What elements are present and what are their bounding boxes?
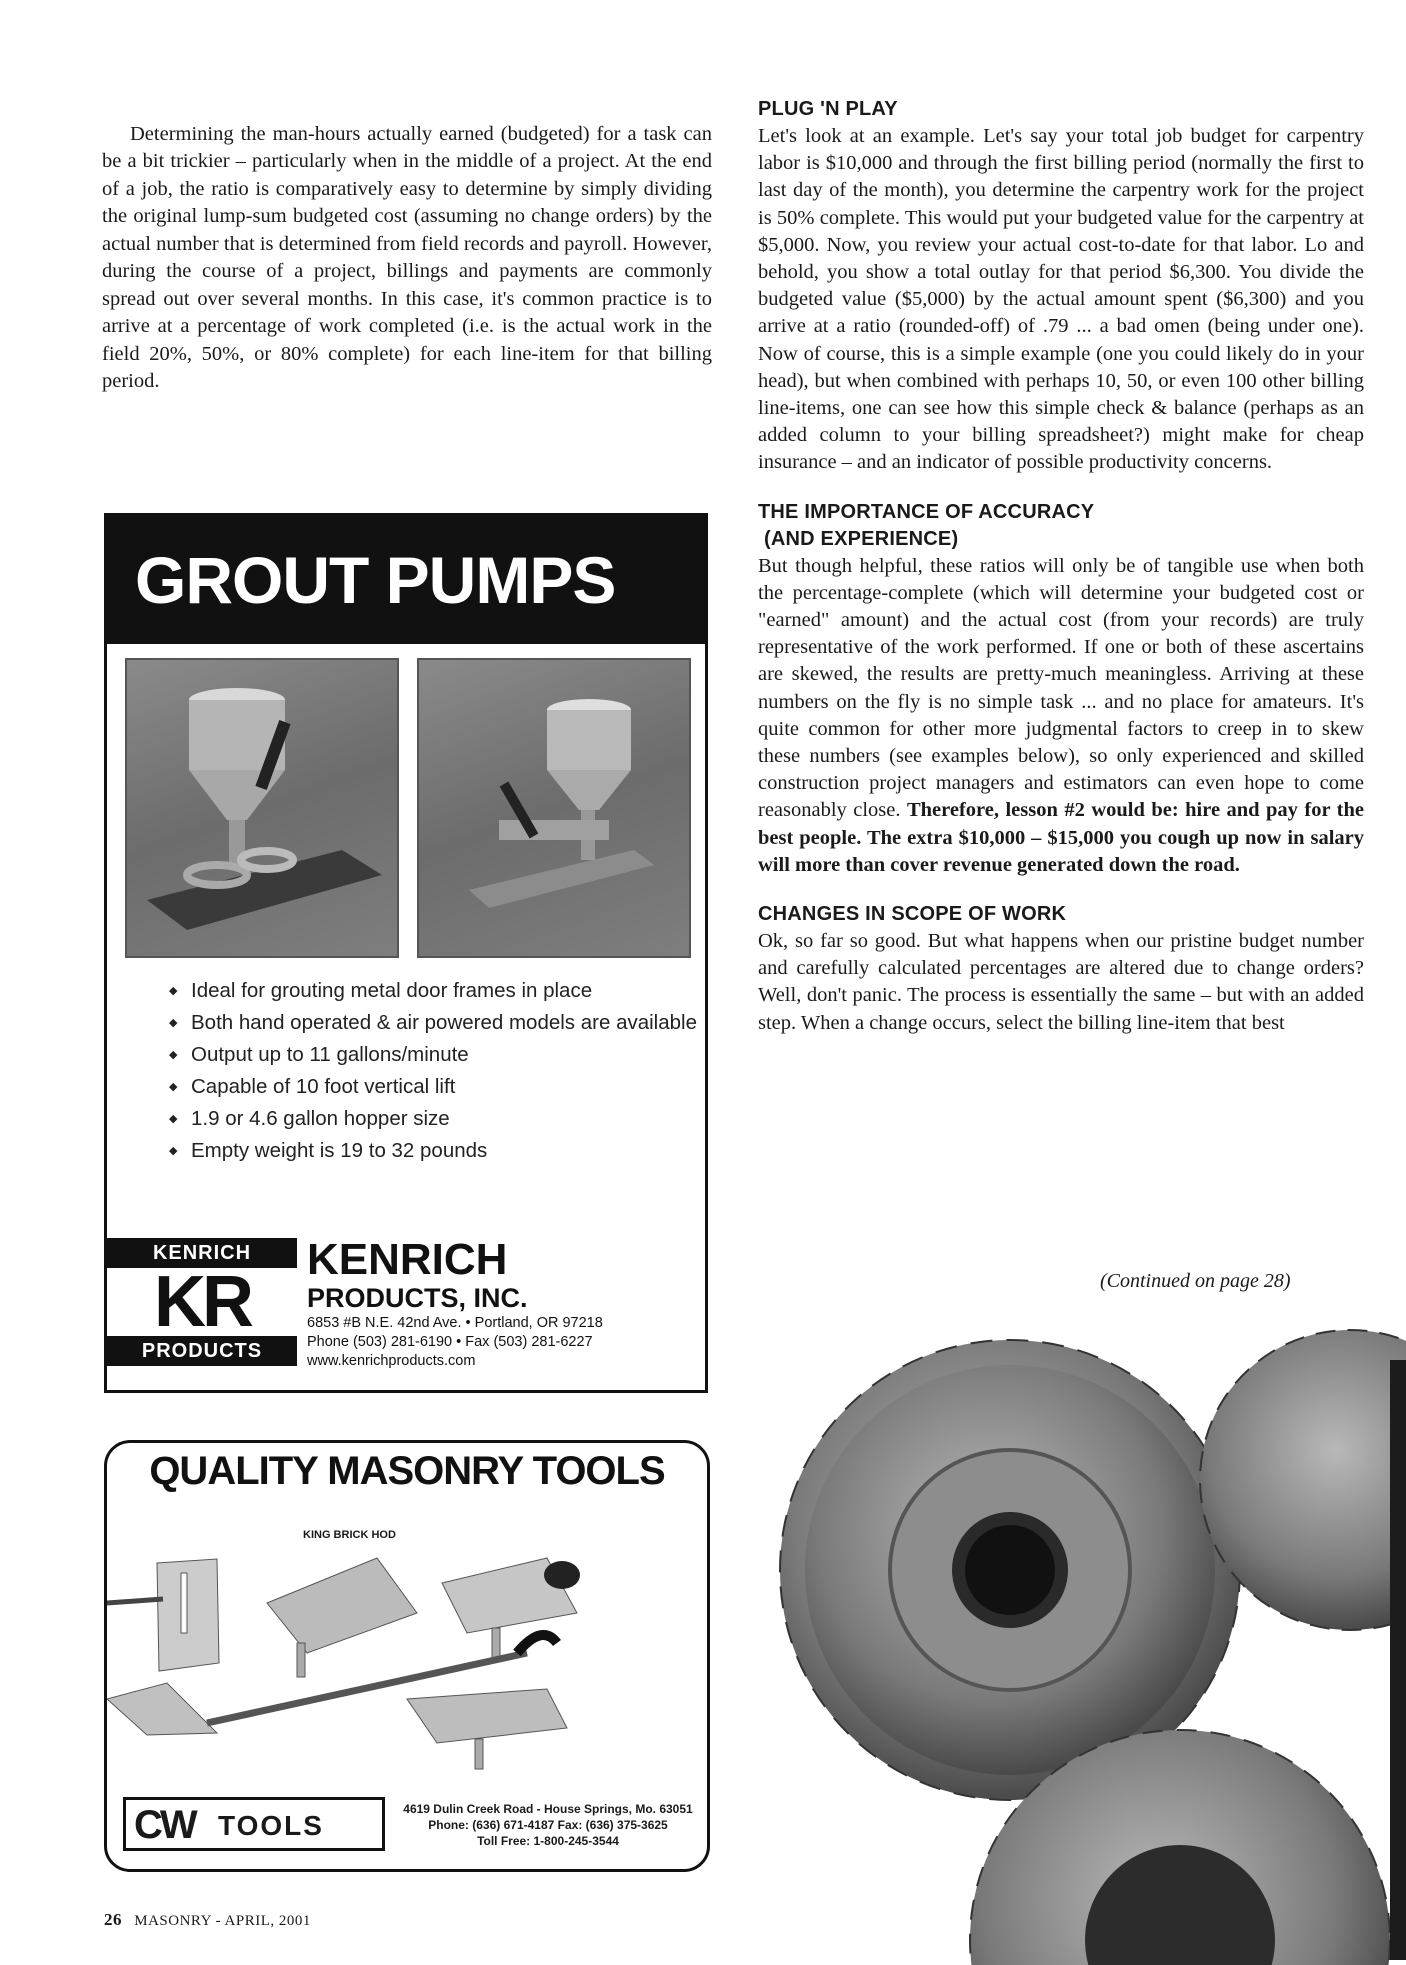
continued-note: (Continued on page 28) (1100, 1270, 1291, 1292)
plug-body: Let's look at an example. Let's say your total job budget for carpentry labor is $10,000 and through the first billing period (normally the first to last day of the month), you determine the carpentry work for the project is 50% complete. This would put your budgeted value for the carpentry at $5,000. Now, you review your actual cost-to-date for that labor. Lo and behold, you show a total outlay for that period $6,300. You divide the budgeted value ($5,000) by the actual amount spent ($6,300) and you arrive at a ratio (rounded-off) of .79 ... a bad omen (being under one). Now of course, this is a simple example (one you could likely do in your head), but when combined with perhaps 10, 50, or even 100 other billing line-items, one can see how this simple check & balance (perhaps as an added column to your billing spreadsheet?) might make for cheap insurance – and an indicator of possible productivity concerns. (758, 125, 1364, 474)
tools-illustration (107, 1503, 707, 1803)
kenrich-logo-kr: KR (154, 1274, 250, 1330)
company-website: www.kenrichproducts.com (307, 1353, 476, 1369)
right-column (758, 96, 1364, 1059)
plug-heading: PLUG 'N PLAY (758, 98, 898, 120)
feature-item: ◆ Ideal for grouting metal door frames in place (169, 978, 697, 1004)
gears-illustration (760, 1300, 1406, 1965)
cw-logo-text: TOOLS (218, 1810, 324, 1841)
company-address: 6853 #B N.E. 42nd Ave. • Portland, OR 97218 (307, 1315, 603, 1331)
cw-tollfree: Toll Free: 1-800-245-3544 (477, 1834, 619, 1848)
king-brick-hod-label: KING BRICK HOD (303, 1529, 396, 1541)
tools-ad-title: QUALITY MASONRY TOOLS (149, 1449, 665, 1493)
kenrich-logo-bottom: PRODUCTS (107, 1336, 297, 1366)
cw-tools-logo (123, 1797, 385, 1851)
masonry-tools-ad (104, 1440, 710, 1872)
accuracy-heading (758, 499, 1364, 553)
feature-item: ◆ Empty weight is 19 to 32 pounds (169, 1138, 697, 1164)
company-phone: Phone (503) 281-6190 • Fax (503) 281-6227 (307, 1334, 593, 1350)
accuracy-body (758, 553, 1364, 879)
accuracy-body-bold: Therefore, lesson #2 would be: hire and pay for the best people. The extra $10,000 – $15,000 you cough up now in salary will more than cover revenue generated down the road. (758, 799, 1364, 876)
grout-pumps-ad (104, 513, 708, 1393)
feature-item: ◆ Both hand operated & air powered models are available (169, 1010, 697, 1036)
grout-pump-photo-1 (125, 658, 399, 958)
kenrich-logo (107, 1238, 297, 1368)
feature-item: ◆ Capable of 10 foot vertical lift (169, 1074, 697, 1100)
kenrich-contact (307, 1235, 603, 1371)
company-subname: PRODUCTS, INC. (307, 1283, 528, 1313)
intro-paragraph: Determining the man-hours actually earned (budgeted) for a task can be a bit trickier – particularly when in the middle of a project. At the end of a job, the ratio is comparatively easy to determine by simply dividing the original lump-sum budgeted cost (assuming no change orders) by the actual number that is determined from field records and payroll. However, during the course of a project, billings and payments are commonly spread out over several months. In this case, it's common practice is to arrive at a percentage of work completed (i.e. is the actual work in the field 20%, 50%, or 80% complete) for each line-item for that billing period. (102, 122, 712, 392)
feature-item: ◆ 1.9 or 4.6 gallon hopper size (169, 1106, 697, 1132)
cw-tools-contact (393, 1801, 703, 1849)
feature-item: ◆ Output up to 11 gallons/minute (169, 1042, 697, 1068)
accuracy-heading-line1: THE IMPORTANCE OF ACCURACY (758, 500, 1095, 523)
grout-pumps-title: GROUT PUMPS (107, 516, 705, 644)
grout-features-list (169, 978, 697, 1170)
accuracy-body-text: But though helpful, these ratios will only be of tangible use when both the percentage-complete (which will determine your budgeted cost or "earned" amount) and the actual cost (from your records) are truly representative of the work performed. If one or both of these ascertains are skewed, the results are pretty-much meaningless. Arriving at these numbers on the fly is no simple task ... and no place for amateurs. It's quite common for other more judgmental factors to creep in to skew these numbers (see examples below), so only experienced and skilled construction project managers and estimators can even hope to come reasonably close. (758, 554, 1364, 822)
cw-logo-letters: CW (134, 1803, 195, 1847)
page-footer (104, 1910, 311, 1930)
kenrich-logo-top: KENRICH (107, 1238, 297, 1268)
magazine-issue: MASONRY - APRIL, 2001 (134, 1913, 311, 1929)
cw-address: 4619 Dulin Creek Road - House Springs, Mo. 63051 (403, 1802, 693, 1816)
accuracy-heading-line2: (AND EXPERIENCE) (764, 527, 959, 550)
page-number: 26 (104, 1910, 122, 1929)
grout-pump-photo-2 (417, 658, 691, 958)
changes-heading: CHANGES IN SCOPE OF WORK (758, 903, 1067, 926)
company-name: KENRICH (307, 1235, 508, 1284)
changes-body: Ok, so far so good. But what happens when our pristine budget number and carefully calculated percentages are altered due to change orders? Well, don't panic. The process is essentially the same – but with an added step. When a change occurs, select the billing line-item that best (758, 930, 1364, 1034)
cw-phone: Phone: (636) 671-4187 Fax: (636) 375-3625 (428, 1818, 668, 1832)
